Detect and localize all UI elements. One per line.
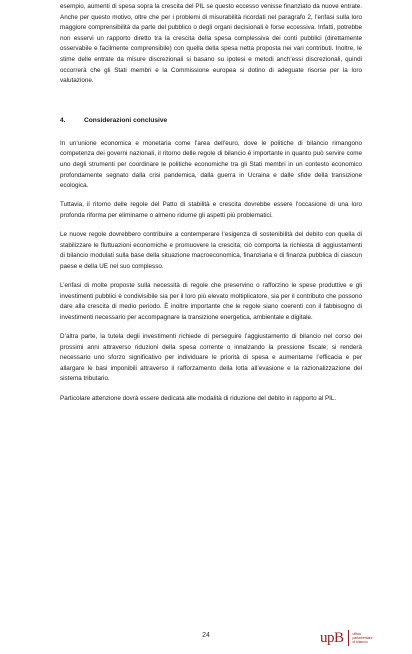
paragraph-5: D’altra parte, la tutela degli investimenti richiede di perseguire l’aggiustamento di bilancio nel corso dei prossimi anni attraverso riduzioni della spesa corrente o innalzando la pressione fiscale; si renderà necessario uno sforzo significativo per individuare le priorità di spesa e aumentarne l’efficacia e per allargare le basi imponibili attraverso il rafforzamento della lotta all’evasione e la razionalizzazione del sistema tributario. <box>60 333 362 383</box>
section-number: 4. <box>60 116 66 124</box>
upb-logo <box>320 627 390 649</box>
logo-divider <box>348 630 349 646</box>
paragraph-continued: esempio, aumenti di spesa sopra la crescita del PIL se questo eccesso venisse finanziato da nuove entrate. Anche per questo motivo, oltre che per i problemi di misurabilità ricordati nel paragrafo 2, l’enfasi sulla loro maggiore comprensibilità da parte del pubblico o degli organi decisionali è forse eccessiva. Infatti, potrebbe non esservi un rapporto diretto tra la crescita della spesa complessiva dei conti pubblici (direttamente osservabile e facilmente comprensibile) con quella della spesa netta proposta nei vari contributi. Inoltre, le stime delle entrate da misure discrezionali si basano su ipotesi e metodi anch’essi discrezionali, quindi occorrerà che gli Stati membri e la Commissione europea si dotino di adeguate risorse per la loro valutazione. <box>60 3 362 85</box>
paragraph-3: Le nuove regole dovrebbero contribuire a contemperare l’esigenza di sostenibilità del debito con quella di stabilizzare le fluttuazioni economiche e promuovere la crescita; ciò comporta la richiesta di aggiustamenti di bilancio modulati sulla base della situazione macroeconomica, finanziaria e di finanza pubblica di ciascun paese e della UE nel suo complesso. <box>60 231 362 270</box>
section-title: Considerazioni conclusive <box>84 116 168 124</box>
page-number: 24 <box>202 632 210 639</box>
logo-mark: upB <box>320 629 344 646</box>
logo-text-line-3: di bilancio <box>352 640 368 644</box>
document-body <box>60 2 362 413</box>
paragraph-6: Particolare attenzione dovrà essere dedicata alle modalità di riduzione del debito in rapporto al PIL. <box>60 394 337 402</box>
logo-text-line-1: ufficio <box>352 632 362 636</box>
logo-text <box>353 632 373 644</box>
section-heading <box>60 116 362 126</box>
paragraph-4: L’enfasi di molte proposte sulla necessità di regole che preservino o rafforzino le spese produttive e gli investimenti pubblici è condivisibile sia per il loro più elevato moltiplicatore, sia per il contributo che possono dare alla crescita di medio periodo. È inoltre importante che le regole siano coerenti con il fabbisogno di investimenti necessario per accompagnare la transizione energetica, ambientale e digitale. <box>60 282 362 321</box>
paragraph-1: In un’unione economica e monetaria come l’area dell’euro, dove le politiche di bilancio rimangono competenza dei governi nazionali, il ritorno delle regole di bilancio è importante in quanto può servire come uno degli strumenti per coordinare le politiche economiche tra gli Stati membri in un contesto economico profondamente segnato dalla crisi pandemica, dalla guerra in Ucraina e dalle sfide della transizione ecologica. <box>60 139 362 190</box>
logo-text-line-2: parlamentare <box>352 636 373 640</box>
paragraph-2: Tuttavia, il ritorno delle regole del Patto di stabilità e crescita dovrebbe essere l’occasione di una loro profonda riforma per eliminarne o almeno ridurne gli aspetti più problematici. <box>60 201 362 219</box>
